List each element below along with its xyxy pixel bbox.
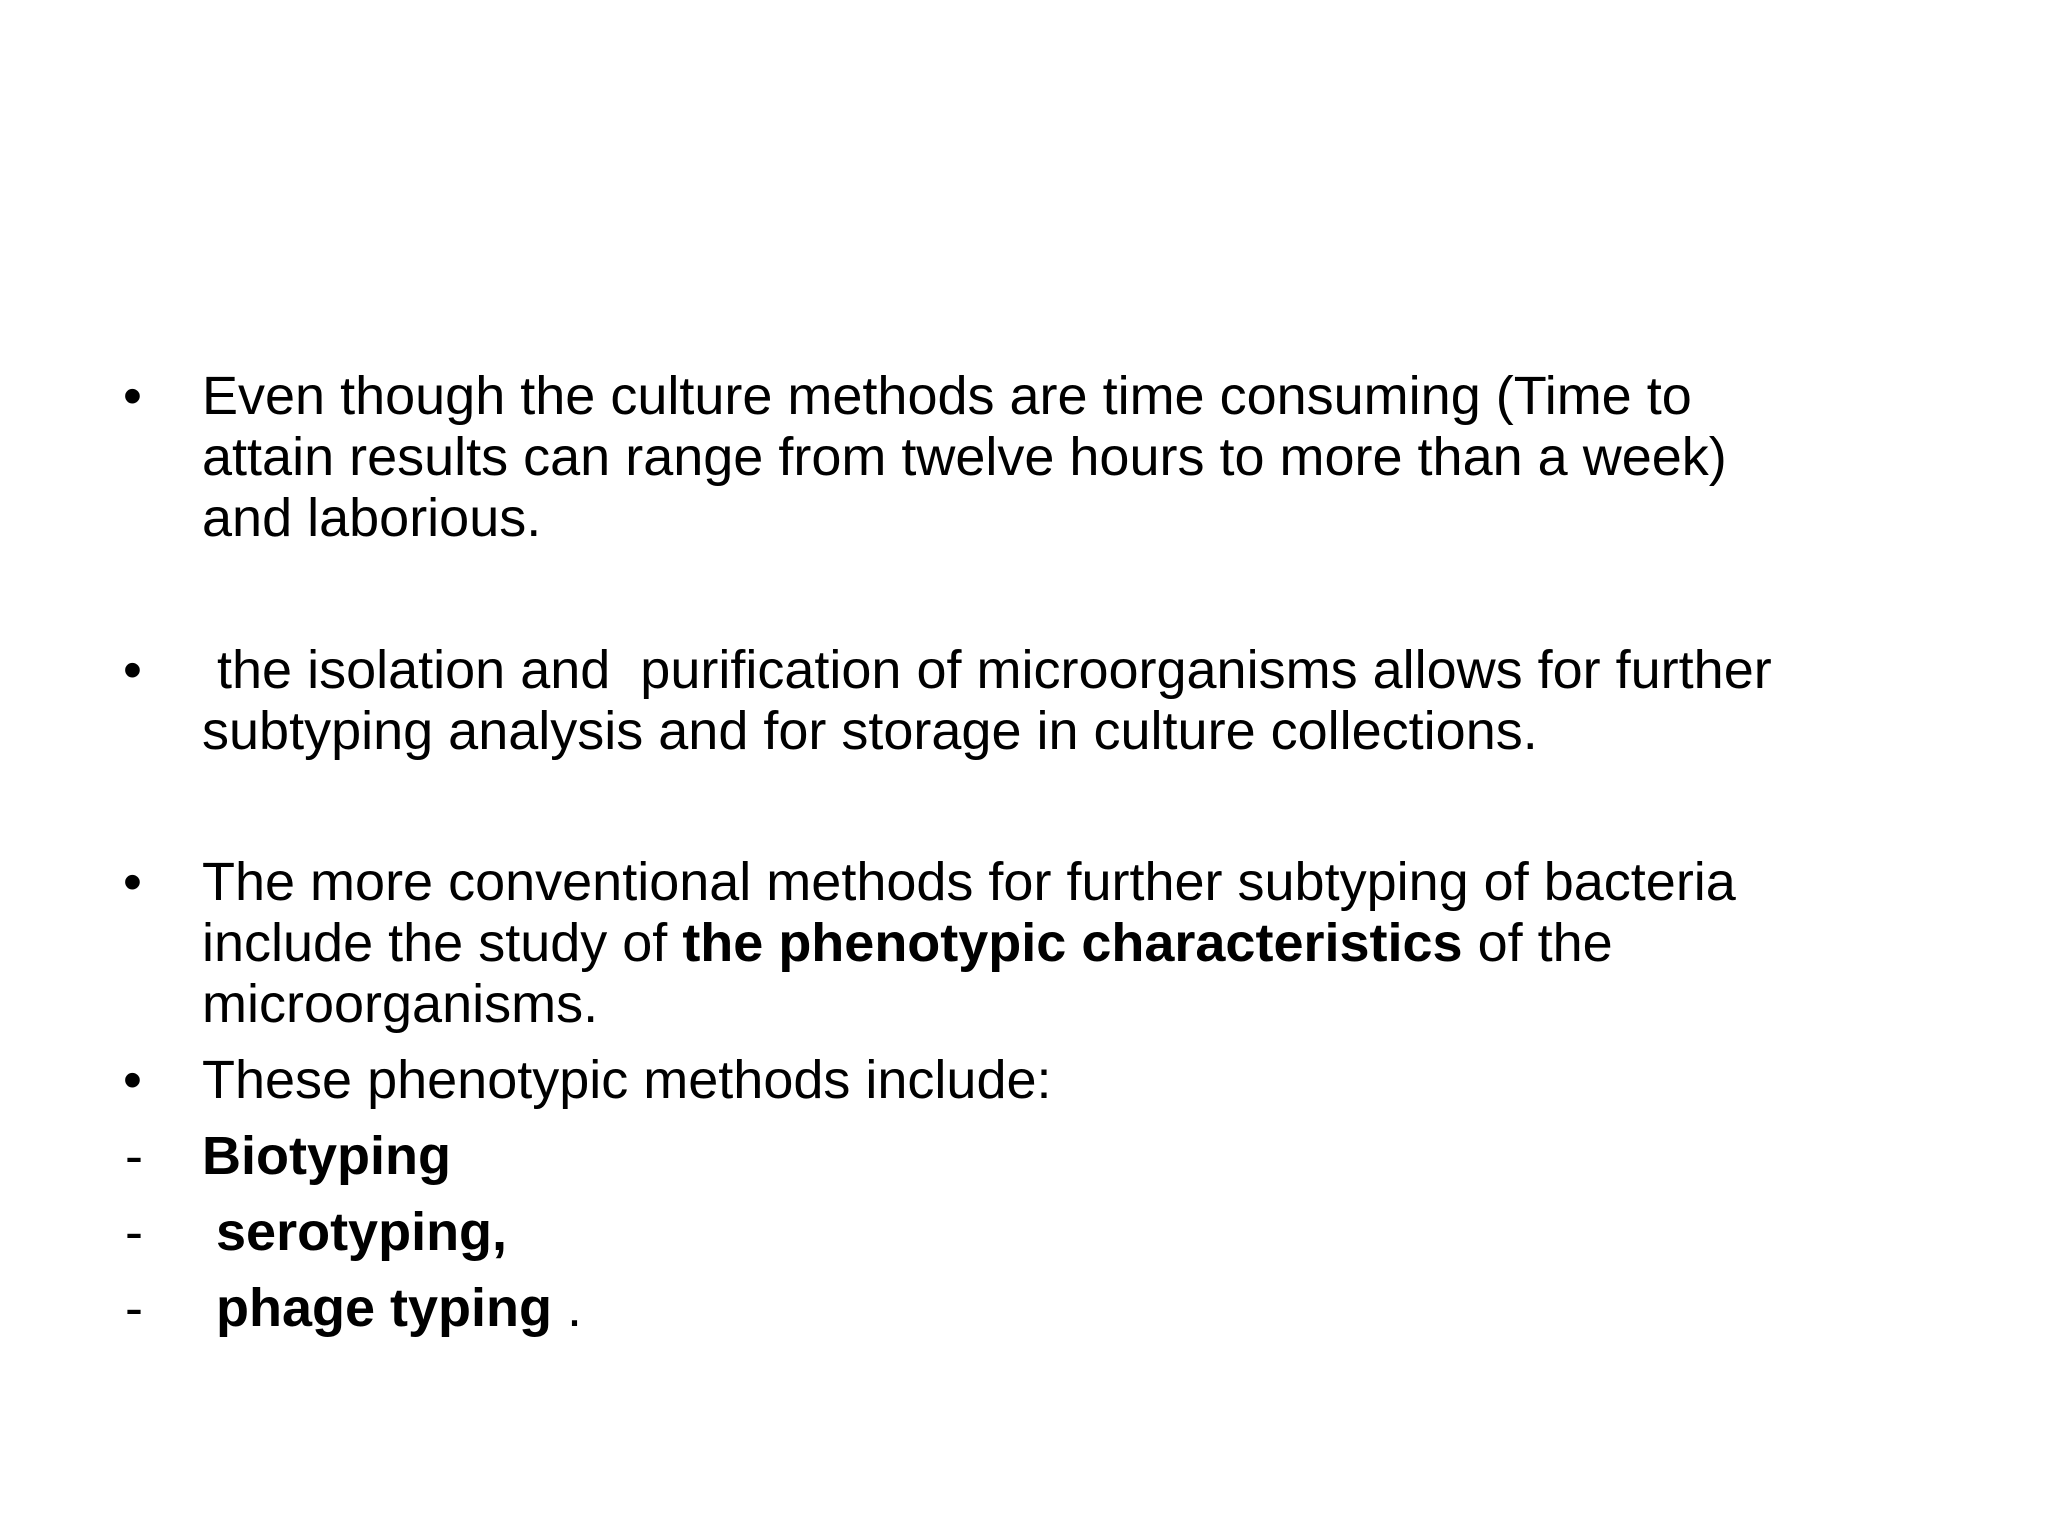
dash-marker: -: [125, 1278, 143, 1338]
sub-item-label: [202, 1126, 451, 1187]
bullet-3-line-3: microorganisms.: [202, 974, 599, 1034]
bullet-3-text-after: of the: [1462, 913, 1613, 973]
sub-item-bold: serotyping,: [216, 1202, 508, 1262]
bullet-2-line-1: the isolation and purification of microorganisms allows for further: [202, 640, 1772, 700]
bullet-marker: •: [123, 852, 142, 912]
dash-marker: -: [125, 1126, 143, 1186]
sub-item-label: [216, 1278, 582, 1339]
bullet-marker: •: [123, 640, 142, 700]
bullet-1-line-3: and laborious.: [202, 488, 542, 548]
bullet-marker: •: [123, 366, 142, 426]
bullet-1-line-2: attain results can range from twelve hours to more than a week): [202, 427, 1727, 487]
bullet-marker: •: [123, 1050, 142, 1110]
bullet-1-line-1: Even though the culture methods are time consuming (Time to: [202, 366, 1692, 426]
sub-item-after: .: [552, 1278, 583, 1338]
sub-item-label: [216, 1202, 507, 1263]
bullet-3-line-1: The more conventional methods for further subtyping of bacteria: [202, 852, 1736, 912]
sub-item-bold: phage typing: [216, 1278, 552, 1338]
bullet-4-line-1: These phenotypic methods include:: [202, 1050, 1052, 1110]
sub-item-bold: Biotyping: [202, 1126, 451, 1186]
bullet-3-text-before: include the study of: [202, 913, 683, 973]
bullet-3-bold-phrase: the phenotypic characteristics: [682, 913, 1463, 973]
bullet-2-line-2: subtyping analysis and for storage in culture collections.: [202, 701, 1538, 761]
bullet-3-line-2: [202, 913, 1613, 974]
dash-marker: -: [125, 1202, 143, 1262]
